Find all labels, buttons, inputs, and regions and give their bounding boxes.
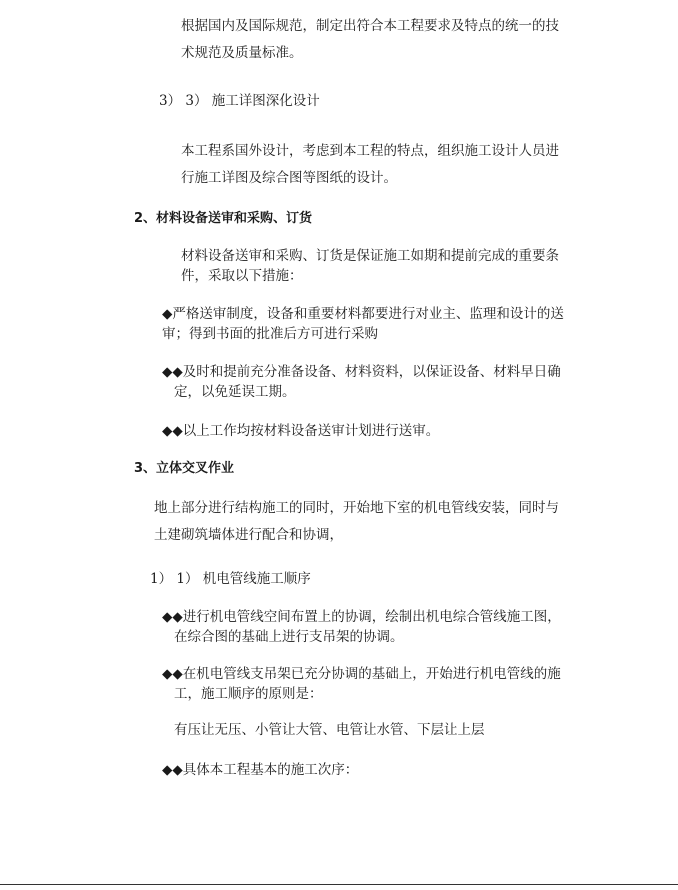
intro-line-1: 根据国内及国际规范，制定出符合本工程要求及特点的统一的技 xyxy=(181,18,559,34)
item1-heading: 1） 1） 机电管线施工顺序 xyxy=(150,571,311,587)
s2-bullet-1-line-1: ◆严格送审制度，设备和重要材料都要进行对业主、监理和设计的送 xyxy=(162,306,564,322)
s3-bullet-2-line-2: 工，施工顺序的原则是： xyxy=(174,686,323,702)
s2-bullet-1 xyxy=(162,304,564,344)
section3-heading: 3、立体交叉作业 xyxy=(134,461,235,476)
s2-bullet-3 xyxy=(162,418,439,445)
intro-paragraph xyxy=(181,13,559,67)
item3-line-1: 本工程系国外设计，考虑到本工程的特点，组织施工设计人员进 xyxy=(181,143,559,159)
s2-bullet-2-line-1: ◆◆及时和提前充分准备设备、材料资料，以保证设备、材料早日确 xyxy=(162,364,561,380)
s2-bullet-2 xyxy=(162,362,561,402)
s3-bullet-1 xyxy=(162,607,561,647)
section2-line-1: 材料设备送审和采购、订货是保证施工如期和提前完成的重要条 xyxy=(181,248,559,264)
item3-heading: 3） 3） 施工详图深化设计 xyxy=(159,93,320,109)
principle-line: 有压让无压、小管让大管、电管让水管、下层让上层 xyxy=(174,722,485,738)
section3-line-2: 土建砌筑墙体进行配合和协调， xyxy=(154,527,343,543)
section2-heading: 2、材料设备送审和采购、订货 xyxy=(134,211,313,226)
s3-bullet-2-line-1: ◆◆在机电管线支吊架已充分协调的基础上，开始进行机电管线的施 xyxy=(162,666,561,682)
section2-paragraph xyxy=(181,246,559,286)
section3-line-1: 地上部分进行结构施工的同时，开始地下室的机电管线安装，同时与 xyxy=(154,500,559,516)
item3-paragraph xyxy=(181,138,559,192)
s2-bullet-2-line-2: 定，以免延误工期。 xyxy=(174,384,296,400)
s3-bullet-2 xyxy=(162,664,561,704)
last-bullet: ◆◆具体本工程基本的施工次序： xyxy=(162,762,359,778)
s3-bullet-1-line-2: 在综合图的基础上进行支吊架的协调。 xyxy=(174,629,404,645)
s2-bullet-3-line-1: ◆◆以上工作均按材料设备送审计划进行送审。 xyxy=(162,423,440,439)
page-bottom-rule xyxy=(0,884,678,885)
section3-paragraph xyxy=(154,495,559,549)
item3-line-2: 行施工详图及综合图等图纸的设计。 xyxy=(181,170,397,186)
s2-bullet-1-line-2: 审；得到书面的批准后方可进行采购 xyxy=(162,326,378,342)
section2-line-2: 件，采取以下措施： xyxy=(181,268,303,284)
s3-bullet-1-line-1: ◆◆进行机电管线空间布置上的协调，绘制出机电综合管线施工图， xyxy=(162,609,561,625)
intro-line-2: 术规范及质量标准。 xyxy=(181,45,303,61)
